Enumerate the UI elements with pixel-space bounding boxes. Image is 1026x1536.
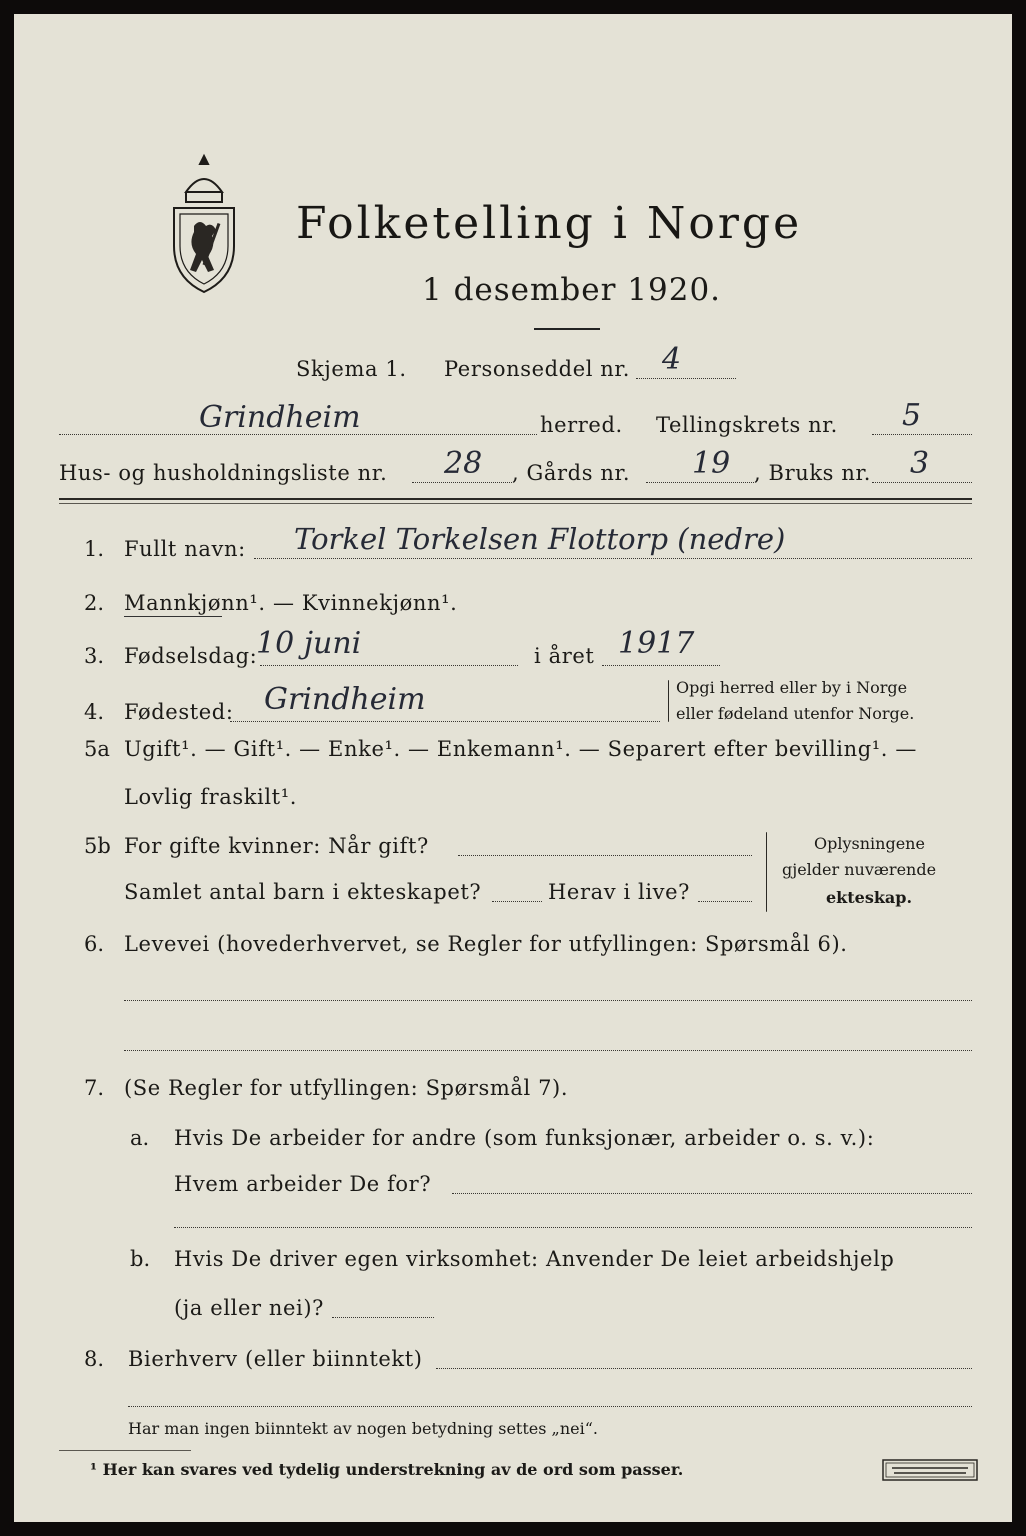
tellingskrets-label: Tellingskrets nr. bbox=[656, 413, 838, 437]
q7a-line-1 bbox=[452, 1193, 972, 1194]
q7-number: 7. bbox=[84, 1076, 105, 1100]
q5b-alive-label: Herav i live? bbox=[548, 880, 691, 904]
q3-birth-day[interactable]: 10 juni bbox=[256, 626, 362, 661]
q4-note-line2: eller fødeland utenfor Norge. bbox=[676, 704, 915, 723]
q5b-brace bbox=[766, 832, 767, 912]
q4-number: 4. bbox=[84, 700, 105, 724]
personseddel-value[interactable]: 4 bbox=[662, 342, 682, 377]
q2-number: 2. bbox=[84, 591, 105, 615]
q8-label: Bierhverv (eller biinntekt) bbox=[128, 1347, 423, 1371]
q4-birthplace[interactable]: Grindheim bbox=[264, 682, 426, 717]
q7b-question: (ja eller nei)? bbox=[174, 1296, 325, 1320]
q4-label: Fødested: bbox=[124, 700, 234, 724]
q3-year-line bbox=[602, 665, 720, 666]
tellingskrets-line bbox=[872, 434, 972, 435]
bruks-label: , Bruks nr. bbox=[754, 461, 872, 485]
q1-number: 1. bbox=[84, 537, 105, 561]
q3-day-line bbox=[260, 665, 518, 666]
q4-line bbox=[230, 721, 660, 722]
q5b-when-married-line bbox=[458, 855, 752, 856]
q5b-when-married: For gifte kvinner: Når gift? bbox=[124, 834, 429, 858]
q5a-number: 5a bbox=[84, 737, 110, 761]
printer-stamp-icon bbox=[882, 1459, 978, 1481]
hus-label: Hus- og husholdningsliste nr. bbox=[59, 461, 388, 485]
q1-full-name[interactable]: Torkel Torkelsen Flottorp (nedre) bbox=[294, 522, 786, 556]
q6-line-1 bbox=[124, 1000, 972, 1001]
gards-line bbox=[646, 482, 754, 483]
q7b-line bbox=[332, 1317, 434, 1318]
q7a-question: Hvem arbeider De for? bbox=[174, 1172, 432, 1196]
q5a-options-cont: Lovlig fraskilt¹. bbox=[124, 785, 298, 809]
q3-year-label: i året bbox=[534, 644, 595, 668]
bruks-value[interactable]: 3 bbox=[910, 446, 930, 481]
personseddel-label: Personseddel nr. bbox=[444, 357, 631, 381]
header-rule-thin bbox=[59, 503, 972, 504]
q3-number: 3. bbox=[84, 644, 105, 668]
q5b-children-label: Samlet antal barn i ekteskapet? bbox=[124, 880, 482, 904]
q5b-note-2: gjelder nuværende bbox=[782, 860, 937, 879]
gards-value[interactable]: 19 bbox=[692, 446, 731, 481]
personseddel-line bbox=[636, 378, 736, 379]
form-title: Folketelling i Norge bbox=[296, 198, 803, 249]
q8-line-1 bbox=[436, 1368, 972, 1369]
q1-label: Fullt navn: bbox=[124, 537, 246, 561]
q6-number: 6. bbox=[84, 932, 105, 956]
q8-line-2 bbox=[128, 1406, 972, 1407]
hus-line bbox=[412, 482, 512, 483]
q5b-alive-line bbox=[698, 901, 752, 902]
q7a-number: a. bbox=[130, 1126, 150, 1150]
census-date: 1 desember 1920. bbox=[422, 272, 722, 308]
bruks-line bbox=[872, 482, 972, 483]
q8-number: 8. bbox=[84, 1347, 105, 1371]
q2-underline-mannkjonn bbox=[124, 616, 222, 617]
q3-birth-year[interactable]: 1917 bbox=[618, 626, 695, 661]
tellingskrets-value[interactable]: 5 bbox=[902, 398, 922, 433]
herred-value[interactable]: Grindheim bbox=[199, 400, 361, 435]
q5a-options: Ugift¹. — Gift¹. — Enke¹. — Enkemann¹. — Separert efter bevilling¹. — bbox=[124, 737, 917, 761]
q4-note-line1: Opgi herred eller by i Norge bbox=[676, 678, 908, 697]
q5b-note-1: Oplysningene bbox=[814, 834, 925, 853]
coat-of-arms-icon bbox=[164, 152, 244, 302]
q2-gender-options: Mannkjønn¹. — Kvinnekjønn¹. bbox=[124, 591, 458, 615]
title-divider bbox=[534, 328, 600, 330]
q7b-text: Hvis De driver egen virksomhet: Anvender De leiet arbeidshjelp bbox=[174, 1247, 895, 1271]
census-form bbox=[14, 14, 1012, 1522]
gards-label: , Gårds nr. bbox=[512, 461, 631, 485]
q3-label: Fødselsdag: bbox=[124, 644, 258, 668]
q7a-text: Hvis De arbeider for andre (som funksjonær, arbeider o. s. v.): bbox=[174, 1126, 875, 1150]
footnote-rule bbox=[59, 1450, 191, 1451]
q4-brace bbox=[668, 680, 669, 722]
q5b-number: 5b bbox=[84, 834, 111, 858]
header-rule bbox=[59, 498, 972, 500]
q7a-line-2 bbox=[174, 1227, 972, 1228]
q7-text: (Se Regler for utfyllingen: Spørsmål 7). bbox=[124, 1076, 569, 1100]
q5b-note-3: ekteskap. bbox=[826, 888, 913, 907]
footnote: ¹ Her kan svares ved tydelig understrekning av de ord som passer. bbox=[90, 1460, 684, 1479]
q6-occupation-label: Levevei (hovederhvervet, se Regler for utfyllingen: Spørsmål 6). bbox=[124, 932, 848, 956]
herred-label: herred. bbox=[540, 413, 623, 437]
q1-line bbox=[254, 558, 972, 559]
q5b-children-line bbox=[492, 901, 542, 902]
q6-line-2 bbox=[124, 1050, 972, 1051]
schema-label: Skjema 1. bbox=[296, 357, 407, 381]
q8-note: Har man ingen biinntekt av nogen betydning settes „nei“. bbox=[128, 1419, 598, 1438]
q7b-number: b. bbox=[130, 1247, 151, 1271]
hus-value[interactable]: 28 bbox=[444, 446, 483, 481]
